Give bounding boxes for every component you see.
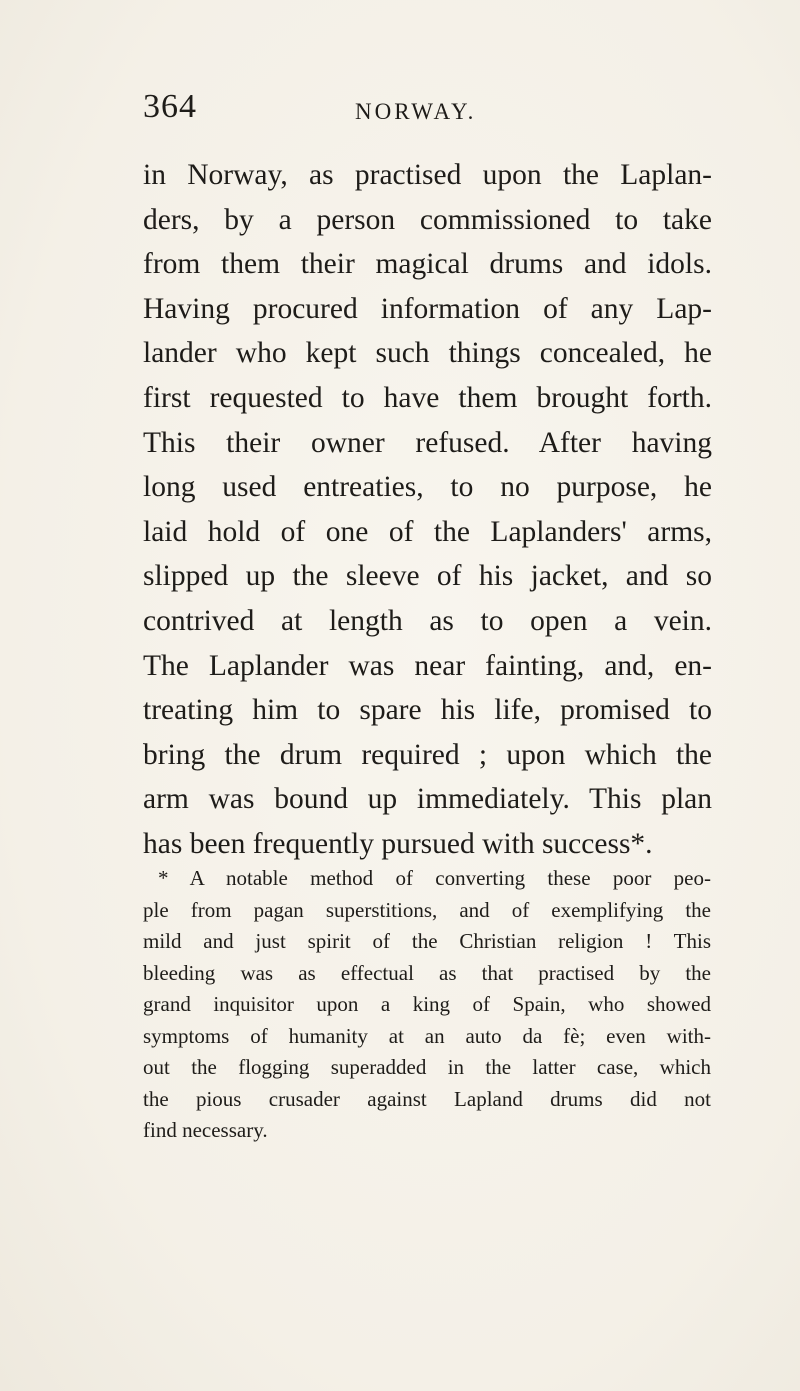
body-line: long used entreaties, to no purpose, he xyxy=(143,471,712,504)
body-line: arm was bound up immediately. This plan xyxy=(143,783,712,816)
body-line: bring the drum required ; upon which the xyxy=(143,738,712,771)
body-line: lander who kept such things concealed, he xyxy=(143,337,712,370)
running-head: NORWAY. xyxy=(355,99,477,124)
body-line: from them their magical drums and idols. xyxy=(143,248,712,281)
body-line: This their owner refused. After having xyxy=(143,426,712,459)
page-header xyxy=(143,90,703,140)
footnote-line: the pious crusader against Lapland drums did not xyxy=(143,1086,711,1111)
body-line: has been frequently pursued with success*. xyxy=(143,827,653,860)
footnote-line: * A notable method of converting these poor peo- xyxy=(158,866,711,890)
body-line: contrived at length as to open a vein. xyxy=(143,604,712,637)
footnote-line: out the flogging superadded in the latter case, which xyxy=(143,1055,711,1079)
body-line: laid hold of one of the Laplanders' arms, xyxy=(143,515,712,548)
footnote-line: symptoms of humanity at an auto da fè; even with- xyxy=(143,1023,711,1048)
body-line: in Norway, as practised upon the Laplan- xyxy=(143,159,712,191)
footnote xyxy=(143,863,711,1147)
page-number: 364 xyxy=(143,88,197,125)
body-line: treating him to spare his life, promised to xyxy=(143,694,712,727)
footnote-line: ple from pagan superstitions, and of exemplifying the xyxy=(143,897,711,922)
footnote-line: mild and just spirit of the Christian religion ! This xyxy=(143,929,711,953)
body-line: slipped up the sleeve of his jacket, and so xyxy=(143,560,712,593)
body-line: Having procured information of any Lap- xyxy=(143,292,712,325)
body-text xyxy=(143,153,712,867)
footnote-line: bleeding was as effectual as that practised by the xyxy=(143,960,711,985)
footnote-line: find necessary. xyxy=(143,1118,268,1142)
body-line: first requested to have them brought forth. xyxy=(143,381,712,414)
body-line: ders, by a person commissioned to take xyxy=(143,203,712,236)
footnote-line: grand inquisitor upon a king of Spain, who showed xyxy=(143,992,711,1016)
body-line: The Laplander was near fainting, and, en- xyxy=(143,649,712,682)
